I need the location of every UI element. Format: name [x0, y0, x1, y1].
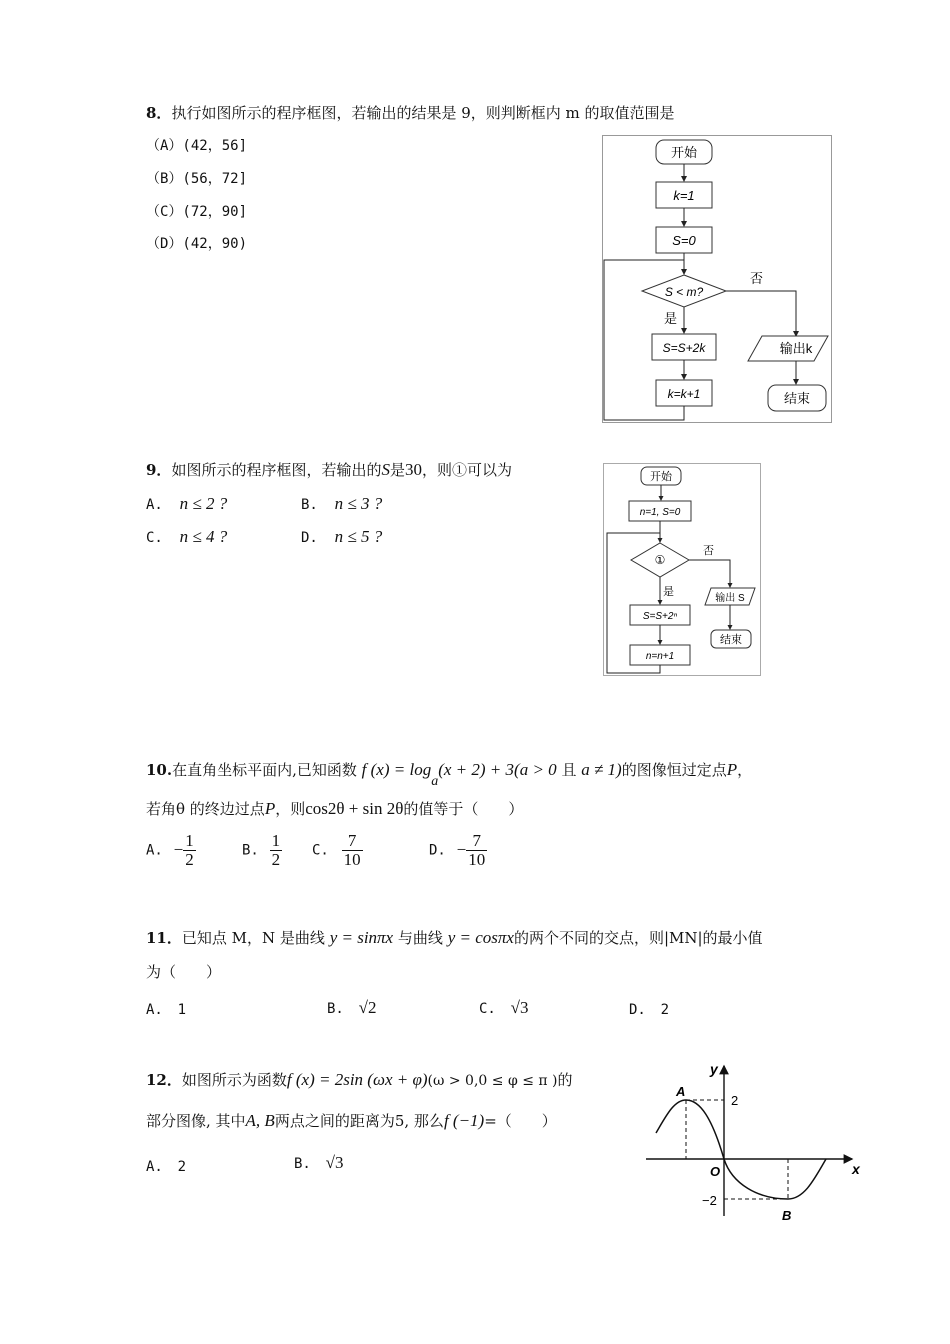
q12-text-b: 的	[557, 1071, 573, 1089]
q9-option-a	[146, 494, 227, 514]
q10-text-d: ，则	[275, 800, 306, 818]
q12-max-label: 2	[731, 1093, 739, 1108]
q10-option-d-letter: D.	[429, 842, 446, 859]
q11-option-c	[479, 998, 528, 1018]
q10-option-a-frac	[183, 832, 196, 869]
q12-graph	[640, 1058, 870, 1228]
q10-expr: cos2θ + sin 2θ	[305, 799, 404, 818]
q12-option-b-value: √3	[325, 1153, 344, 1172]
q8-flowchart-frame	[603, 136, 832, 423]
q10-func-rest: (x + 2) + 3(a > 0	[438, 760, 557, 779]
q12-sine-curve	[656, 1100, 826, 1199]
q11-option-a	[146, 1000, 186, 1018]
q8-fc-updates: S=S+2k	[662, 341, 706, 355]
q11-option-c-letter: C.	[479, 1001, 496, 1017]
q8-text: 执行如图所示的程序框图，若输出的结果是 9，则判断框内 m 的取值范围是	[171, 104, 675, 122]
q11-text-a: 已知点 M，N 是曲线	[181, 929, 325, 947]
q11-text-b: 与曲线	[397, 929, 443, 947]
q12-point-a: A	[676, 1084, 686, 1099]
q8-fc-yes: 是	[664, 311, 678, 326]
q10-option-d-num: 7	[466, 832, 487, 851]
q10-option-b-den: 2	[271, 850, 281, 869]
q8-fc-initk: k=1	[673, 188, 695, 203]
q10-text-end: ，	[737, 761, 753, 779]
q11-option-a-value: 1	[177, 1002, 187, 1018]
q9-option-d	[301, 527, 382, 547]
q9-fc-updates: S=S+2ⁿ	[642, 611, 678, 622]
q12-min-label: −2	[702, 1193, 717, 1208]
q8-fc-output: 输出k	[779, 341, 813, 356]
q9-fc-no: 否	[703, 545, 714, 557]
q9-fc-end: 结束	[720, 634, 742, 646]
q9-fc-output: 输出 S	[715, 593, 745, 604]
q10-option-c-num: 7	[342, 832, 363, 851]
q10-option-a-letter: A.	[146, 842, 163, 859]
q8-option-c: （C）(72，90]	[146, 204, 248, 220]
q8-stem	[146, 102, 675, 123]
q10-base: a	[431, 774, 439, 789]
q11-line2: 为（ ）	[146, 963, 222, 981]
q12-option-b-letter: B.	[294, 1156, 311, 1172]
q9-option-d-letter: D.	[301, 530, 318, 546]
q12-origin-label: O	[710, 1164, 721, 1179]
q8-option-a: （A）(42，56]	[146, 138, 248, 154]
q10-option-c-den: 10	[343, 850, 361, 869]
q10-option-d	[429, 832, 487, 869]
q10-text-a: 在直角坐标平面内,已知函数	[172, 761, 357, 779]
q12-line2	[146, 1110, 557, 1131]
q12-text-e: , 那么	[404, 1112, 444, 1130]
q10-line1	[146, 759, 753, 789]
q10-option-c-frac	[342, 832, 363, 869]
q11-line1	[146, 927, 763, 948]
q12-ask: f (−1)	[443, 1111, 485, 1130]
q10-number: 10.	[146, 761, 173, 779]
q12-text-f: =（ ）	[484, 1112, 557, 1130]
q12-option-a-value: 2	[177, 1159, 187, 1175]
q8-fc-no-line	[726, 291, 796, 336]
q9-fc-no-line	[689, 560, 730, 587]
q11-option-a-letter: A.	[146, 1002, 163, 1018]
q10-option-b-frac	[270, 832, 283, 869]
q11-curve1: y = sinπx	[329, 928, 394, 947]
q10-option-d-sign: −	[456, 839, 467, 859]
q8-option-b: （B）(56，72]	[146, 171, 248, 187]
q10-text-e: 的值等于（ ）	[403, 800, 524, 818]
q12-y-label: y	[710, 1061, 718, 1077]
q10-option-a-den: 2	[185, 850, 194, 869]
q8-fc-cond: S < m?	[664, 285, 704, 299]
q12-line1	[146, 1069, 573, 1090]
q8-fc-no: 否	[750, 271, 764, 286]
q10-func: f (x) = log	[361, 760, 432, 779]
q12-cond: (ω > 0,0 ≤ φ ≤ π )	[427, 1073, 558, 1089]
q8-fc-updatek: k=k+1	[667, 387, 701, 401]
q12-point-b: B	[782, 1208, 792, 1223]
q8-option-d: （D）(42，90)	[146, 236, 248, 252]
q8-number: 8．	[146, 104, 172, 122]
q12-pts: A, B	[245, 1111, 275, 1130]
q11-text-c: 的两个不同的交点，则|MN|的最小值	[513, 929, 763, 947]
q12-option-a	[146, 1157, 186, 1175]
q8-fc-inits: S=0	[672, 233, 696, 248]
q11-option-d-letter: D.	[629, 1002, 646, 1018]
q10-cond: a ≠ 1)	[581, 760, 622, 779]
q12-number: 12．	[146, 1071, 182, 1089]
q11-number: 11．	[146, 929, 182, 947]
q10-option-a-num: 1	[185, 831, 194, 850]
q12-func: f (x) = 2sin (ωx + φ)	[286, 1070, 428, 1089]
q10-option-d-frac	[466, 832, 487, 869]
q10-option-a-sign: −	[173, 839, 184, 859]
q9-stem	[146, 459, 512, 480]
q10-option-b-letter: B.	[242, 842, 259, 859]
q10-text-c: 若角θ 的终边过点	[146, 800, 265, 818]
q9-option-d-expr: n ≤ 5 ?	[334, 527, 383, 546]
q9-option-c-expr: n ≤ 4 ?	[179, 527, 228, 546]
q9-text-a: 如图所示的程序框图，若输出的	[171, 461, 382, 479]
q9-option-b-expr: n ≤ 3 ?	[334, 494, 383, 513]
q8-fc-end: 结束	[783, 391, 811, 406]
q9-text-c: ，则①可以为	[421, 461, 512, 479]
q9-option-b	[301, 494, 382, 514]
q9-number: 9．	[146, 461, 172, 479]
q10-option-b-num: 1	[271, 831, 281, 850]
q12-option-a-letter: A.	[146, 1159, 163, 1175]
q10-option-c	[312, 832, 363, 869]
q8-fc-start: 开始	[670, 145, 698, 160]
q9-text-b: 是	[389, 461, 405, 479]
q12-text-a: 如图所示为函数	[181, 1071, 287, 1089]
q12-dist: 5	[394, 1112, 405, 1130]
q9-option-a-expr: n ≤ 2 ?	[179, 494, 228, 513]
q9-fc-yes: 是	[663, 586, 674, 598]
q9-flowchart	[603, 463, 761, 676]
q9-option-c	[146, 527, 227, 547]
q10-option-a	[146, 832, 196, 869]
q10-point: P	[726, 760, 738, 779]
q10-option-c-letter: C.	[312, 842, 329, 859]
q9-fc-start: 开始	[650, 471, 672, 483]
q9-option-b-letter: B.	[301, 497, 318, 513]
q10-point-2: P	[264, 799, 276, 818]
q10-text-b: 的图像恒过定点	[621, 761, 727, 779]
q11-option-c-value: √3	[510, 998, 529, 1017]
q9-option-c-letter: C.	[146, 530, 163, 546]
q11-option-b	[327, 998, 376, 1018]
q9-option-a-letter: A.	[146, 497, 163, 513]
q12-x-label: x	[852, 1161, 860, 1177]
q8-flowchart	[602, 135, 832, 423]
q11-option-d-value: 2	[660, 1002, 670, 1018]
q12-option-b	[294, 1153, 343, 1173]
q9-fc-updaten: n=n+1	[645, 651, 675, 662]
q10-option-d-den: 10	[468, 850, 486, 869]
q11-option-b-value: √2	[358, 998, 377, 1017]
q9-fc-cond: ①	[654, 553, 666, 567]
q12-text-c: 部分图像, 其中	[146, 1112, 246, 1130]
q9-fc-init: n=1, S=0	[639, 507, 681, 518]
q10-option-b	[242, 832, 282, 869]
q9-value: 30	[404, 460, 422, 479]
q10-and: 且	[556, 761, 582, 779]
q10-line2	[146, 798, 523, 819]
q11-curve2: y = cosπx	[447, 928, 514, 947]
q11-option-d	[629, 1000, 669, 1018]
q9-var-s: S	[381, 460, 390, 479]
q11-option-b-letter: B.	[327, 1001, 344, 1017]
q12-text-d: 两点之间的距离为	[274, 1112, 395, 1130]
